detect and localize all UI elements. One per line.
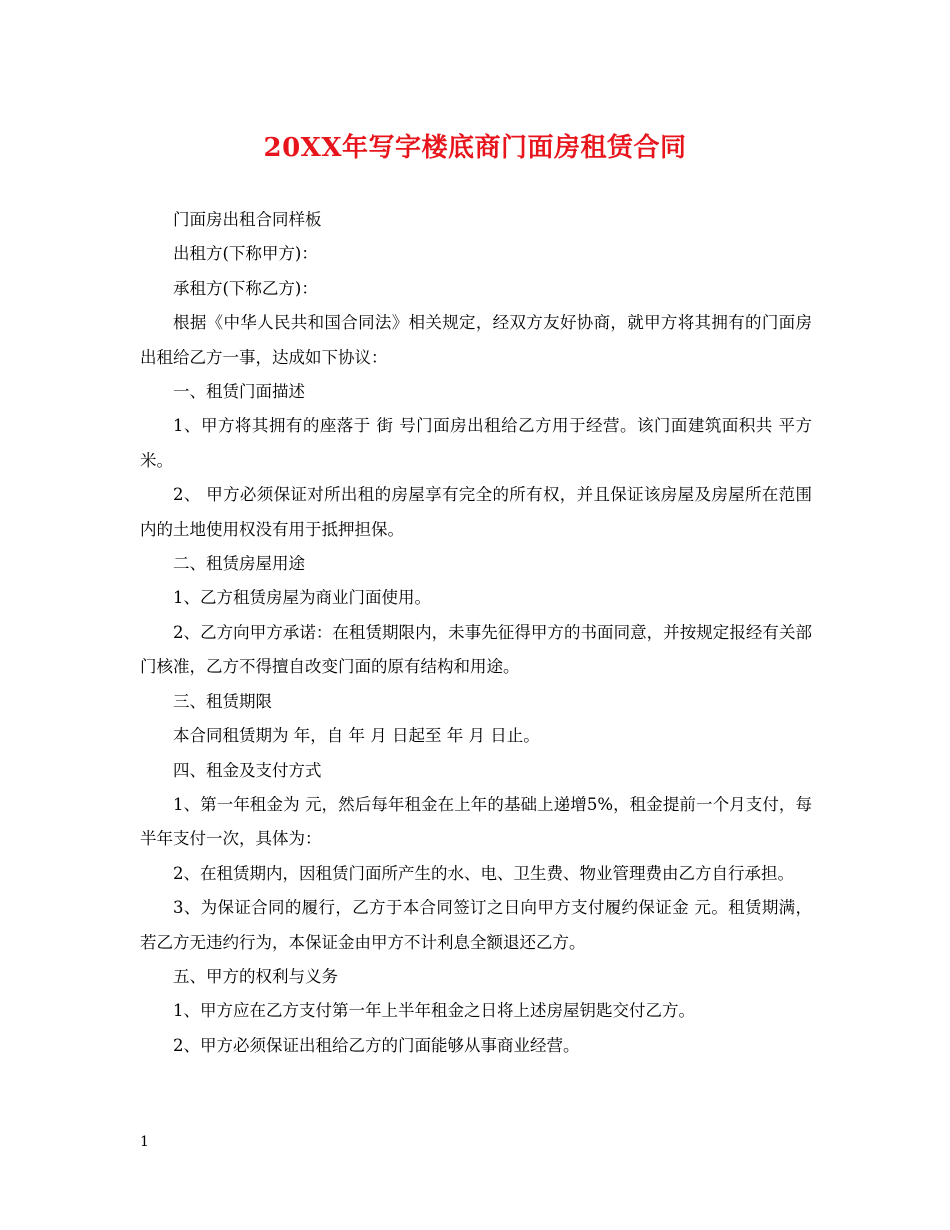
clause-4-2: 2、在租赁期内，因租赁门面所产生的水、电、卫生费、物业管理费由乙方自行承担。	[173, 863, 794, 883]
clause-1-1: 1、甲方将其拥有的座落于 街 号门面房出租给乙方用于经营。该门面建筑面积共 平方米。	[140, 416, 812, 470]
clause-2-2: 2、乙方向甲方承诺：在租赁期限内，未事先征得甲方的书面同意，并按规定报经有关部门核准，乙方不得擅自改变门面的原有结构和用途。	[140, 622, 812, 677]
clause-3-1: 本合同租赁期为 年，自 年 月 日起至 年 月 日止。	[173, 726, 540, 746]
section-heading-1: 一、租赁门面描述	[173, 382, 305, 402]
clause-4-1: 1、第一年租金为 元，然后每年租金在上年的基础上递增5%，租金提前一个月支付，每半年支付一次，具体为：	[140, 794, 812, 849]
clause-1-2: 2、 甲方必须保证对所出租的房屋享有完全的所有权，并且保证该房屋及房屋所在范围内的土地使用权没有用于抵押担保。	[140, 485, 812, 539]
paragraph-preamble: 根据《中华人民共和国合同法》相关规定，经双方友好协商，就甲方将其拥有的门面房出租给乙方一事，达成如下协议：	[140, 313, 812, 367]
clause-2-1: 1、乙方租赁房屋为商业门面使用。	[173, 588, 431, 608]
clause-5-2: 2、甲方必须保证出租给乙方的门面能够从事商业经营。	[173, 1035, 580, 1055]
paragraph-template-name: 门面房出租合同样板	[173, 210, 322, 229]
clause-5-1: 1、甲方应在乙方支付第一年上半年租金之日将上述房屋钥匙交付乙方。	[173, 1001, 695, 1021]
document-title: 20XX年写字楼底商门面房租赁合同	[263, 133, 687, 163]
section-heading-3: 三、租赁期限	[173, 691, 272, 711]
clause-4-3: 3、为保证合同的履行，乙方于本合同签订之日向甲方支付履约保证金 元。租赁期满，若乙方无违约行为，本保证金由甲方不计利息全额退还乙方。	[140, 898, 812, 952]
paragraph-lessor: 出租方(下称甲方)：	[173, 244, 318, 264]
page-number: 1	[140, 1134, 149, 1150]
paragraph-lessee: 承租方(下称乙方)：	[173, 278, 318, 298]
section-heading-4: 四、租金及支付方式	[173, 760, 322, 780]
document-body	[140, 203, 812, 1063]
section-heading-5: 五、甲方的权利与义务	[173, 966, 338, 986]
section-heading-2: 二、租赁房屋用途	[173, 554, 305, 574]
